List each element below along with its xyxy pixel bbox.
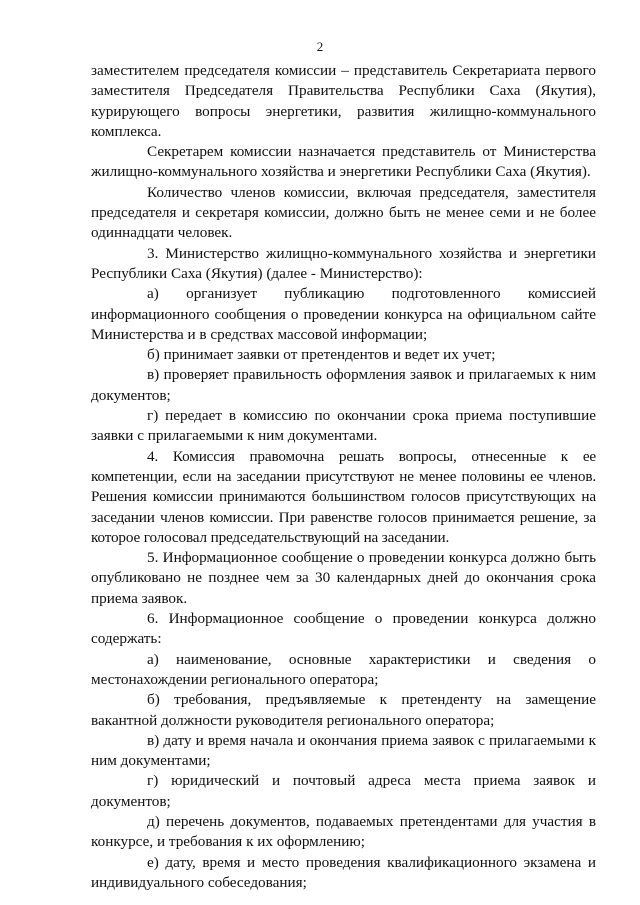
paragraph-member-count: Количество членов комиссии, включая председателя, заместителя председателя и секретаря комиссии, должно быть не менее семи и не более одиннадцати человек. <box>91 183 596 242</box>
paragraph-item-6c: в) дату и время начала и окончания приема заявок с прилагаемыми к ним документами; <box>91 731 596 770</box>
paragraph-item-6f: е) дату, время и место проведения квалификационного экзамена и индивидуального собеседования; <box>91 853 596 891</box>
document-body <box>91 61 596 893</box>
paragraph-item-5: 5. Информационное сообщение о проведении конкурса должно быть опубликовано не позднее чем за 30 календарных дней до окончания срока приема заявок. <box>91 549 596 607</box>
paragraph-item-3c: в) проверяет правильность оформления заявок и прилагаемых к ним документов; <box>91 366 596 404</box>
paragraph-item-3a: а) организует публикацию подготовленного комиссией информационного сообщения о проведении конкурса на официальном сайте Министерства и в средствах массовой информации; <box>91 285 596 343</box>
paragraph-secretary: Секретарем комиссии назначается представитель от Министерства жилищно-коммунального хозяйства и энергетики Республики Саха (Якутия). <box>91 143 596 181</box>
paragraph-item-6: 6. Информационное сообщение о проведении конкурса должно содержать: <box>91 610 596 648</box>
paragraph-item-3: 3. Министерство жилищно-коммунального хозяйства и энергетики Республики Саха (Якутия) (далее - Министерство): <box>91 244 596 282</box>
paragraph-item-6a: а) наименование, основные характеристики и сведения о местонахождении регионального оператора; <box>91 650 596 688</box>
paragraph-item-6b: б) требования, предъявляемые к претенденту на замещение вакантной должности руководителя регионального оператора; <box>91 691 596 729</box>
page-number: 2 <box>316 39 324 54</box>
paragraph-continuation: заместителем председателя комиссии – представитель Секретариата первого заместителя Председателя Правительства Республики Саха (Якутия), курирующего вопросы энергетики, развития жилищно-коммунального комплекса. <box>91 62 596 140</box>
paragraph-item-3d: г) передает в комиссию по окончании срока приема поступившие заявки с прилагаемыми к ним документами. <box>91 407 596 445</box>
paragraph-item-6e: д) перечень документов, подаваемых претендентами для участия в конкурсе, и требования к их оформлению; <box>91 812 596 851</box>
paragraph-item-6d: г) юридический и почтовый адреса места приема заявок и документов; <box>91 772 596 810</box>
paragraph-item-4: 4. Комиссия правомочна решать вопросы, отнесенные к ее компетенции, если на заседании присутствуют не менее половины ее членов. Решения комиссии принимаются большинством голосов присутствующих на заседании членов комиссии. При равенстве голосов принимается решение, за которое голосовал председательствующий на заседании. <box>91 447 596 546</box>
paragraph-item-3b: б) принимает заявки от претендентов и ведет их учет; <box>147 346 496 364</box>
